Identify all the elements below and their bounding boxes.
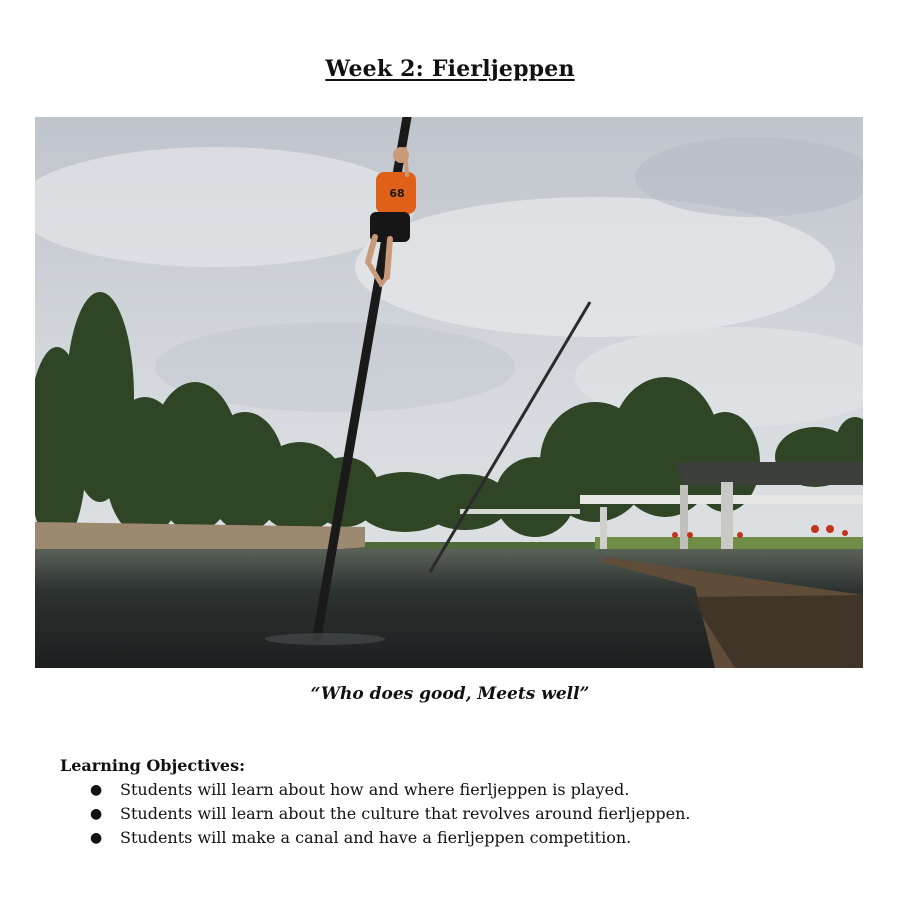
- learning-objectives-heading: Learning Objectives:: [60, 756, 246, 775]
- bullet-icon: ●: [90, 830, 103, 846]
- list-item: [90, 826, 860, 850]
- learning-objectives-section: [60, 756, 860, 850]
- bullet-icon: ●: [90, 806, 103, 822]
- objective-text: Students will learn about the culture that revolves around fierljeppen.: [120, 804, 691, 823]
- list-item: [90, 778, 860, 802]
- fierljeppen-photo: [35, 117, 863, 668]
- bullet-icon: ●: [90, 782, 103, 798]
- learning-objectives-list: [60, 778, 860, 850]
- photo-caption: “Who does good, Meets well”: [310, 684, 590, 704]
- objective-text: Students will make a canal and have a fierljeppen competition.: [120, 828, 632, 847]
- jersey-number: 68: [389, 187, 405, 200]
- pole-ripple: [265, 633, 385, 645]
- page-title: Week 2: Fierljeppen: [325, 56, 575, 82]
- list-item: [90, 802, 860, 826]
- objective-text: Students will learn about how and where fierljeppen is played.: [120, 780, 630, 799]
